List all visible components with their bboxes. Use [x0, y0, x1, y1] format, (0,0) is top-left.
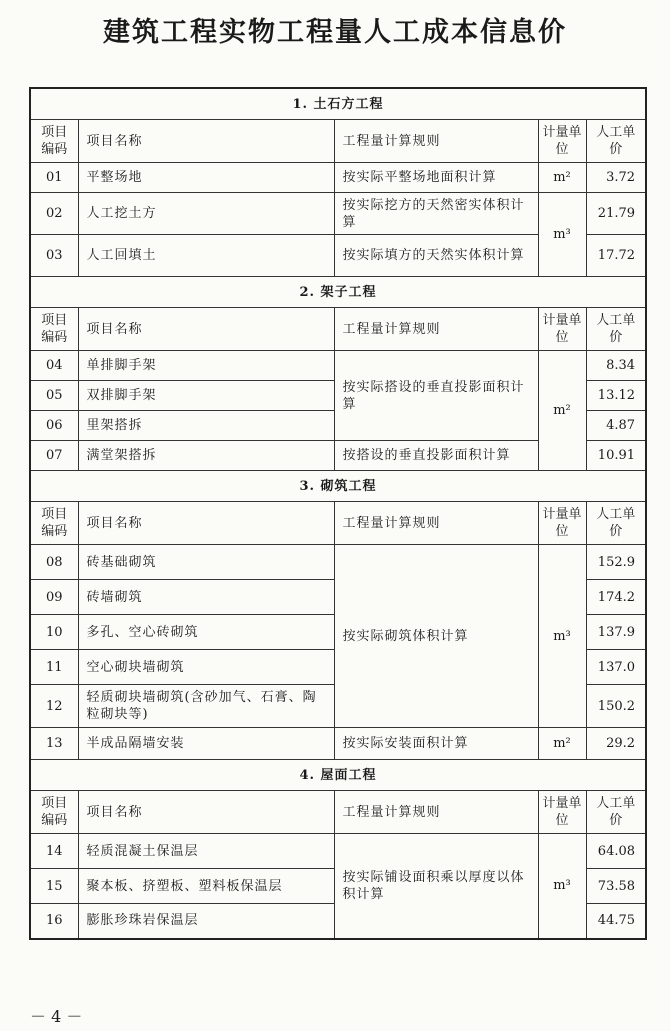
item-code: 05	[30, 381, 78, 411]
item-code: 04	[30, 351, 78, 381]
item-code: 03	[30, 235, 78, 277]
item-unit: m²	[538, 351, 586, 471]
section-header	[30, 471, 646, 502]
item-name: 满堂架搭拆	[78, 441, 334, 471]
item-rule: 按搭设的垂直投影面积计算	[334, 441, 538, 471]
header-code: 项目编码	[30, 120, 78, 163]
header-price: 人工单价	[586, 308, 646, 351]
table-row	[30, 351, 646, 381]
item-price: 137.0	[586, 650, 646, 685]
item-unit: m³	[538, 193, 586, 277]
item-rule: 按实际平整场地面积计算	[334, 163, 538, 193]
page-title: 建筑工程实物工程量人工成本信息价	[103, 17, 567, 48]
header-unit: 计量单位	[538, 791, 586, 834]
section-title: 1. 土石方工程	[30, 88, 646, 120]
section-header	[30, 760, 646, 791]
cost-table	[29, 87, 647, 940]
item-code: 11	[30, 650, 78, 685]
header-rule: 工程量计算规则	[334, 502, 538, 545]
item-name: 空心砌块墙砌筑	[78, 650, 334, 685]
table-header-row	[30, 308, 646, 351]
section-title: 3. 砌筑工程	[30, 471, 646, 502]
table-row	[30, 834, 646, 869]
item-code: 01	[30, 163, 78, 193]
item-unit: m²	[538, 163, 586, 193]
table-header-row	[30, 502, 646, 545]
item-price: 4.87	[586, 411, 646, 441]
table-header-row	[30, 120, 646, 163]
item-name: 砖墙砌筑	[78, 580, 334, 615]
item-code: 07	[30, 441, 78, 471]
item-price: 137.9	[586, 615, 646, 650]
item-name: 半成品隔墙安装	[78, 728, 334, 760]
item-unit: m³	[538, 545, 586, 728]
item-name: 轻质混凝土保温层	[78, 834, 334, 869]
item-price: 17.72	[586, 235, 646, 277]
item-unit: m²	[538, 728, 586, 760]
item-price: 152.9	[586, 545, 646, 580]
item-price: 29.2	[586, 728, 646, 760]
section-header	[30, 277, 646, 308]
item-rule: 按实际铺设面积乘以厚度以体积计算	[334, 834, 538, 939]
item-code: 16	[30, 904, 78, 939]
header-rule: 工程量计算规则	[334, 791, 538, 834]
table-row	[30, 545, 646, 580]
header-name: 项目名称	[78, 791, 334, 834]
section-header	[30, 88, 646, 120]
header-price: 人工单价	[586, 791, 646, 834]
item-rule: 按实际安装面积计算	[334, 728, 538, 760]
item-name: 膨胀珍珠岩保温层	[78, 904, 334, 939]
item-code: 12	[30, 685, 78, 728]
table-header-row	[30, 791, 646, 834]
table-row	[30, 163, 646, 193]
item-name: 平整场地	[78, 163, 334, 193]
item-name: 人工挖土方	[78, 193, 334, 235]
section-title: 2. 架子工程	[30, 277, 646, 308]
item-name: 单排脚手架	[78, 351, 334, 381]
header-name: 项目名称	[78, 308, 334, 351]
item-code: 10	[30, 615, 78, 650]
header-unit: 计量单位	[538, 120, 586, 163]
item-code: 09	[30, 580, 78, 615]
item-price: 3.72	[586, 163, 646, 193]
item-rule: 按实际挖方的天然密实体积计算	[334, 193, 538, 235]
header-unit: 计量单位	[538, 308, 586, 351]
item-price: 73.58	[586, 869, 646, 904]
item-code: 08	[30, 545, 78, 580]
item-price: 150.2	[586, 685, 646, 728]
item-code: 02	[30, 193, 78, 235]
item-name: 轻质砌块墙砌筑(含砂加气、石膏、陶粒砌块等)	[78, 685, 334, 728]
item-code: 06	[30, 411, 78, 441]
item-name: 多孔、空心砖砌筑	[78, 615, 334, 650]
item-rule: 按实际搭设的垂直投影面积计算	[334, 351, 538, 441]
item-price: 21.79	[586, 193, 646, 235]
item-code: 13	[30, 728, 78, 760]
header-code: 项目编码	[30, 502, 78, 545]
item-name: 聚本板、挤塑板、塑料板保温层	[78, 869, 334, 904]
item-name: 双排脚手架	[78, 381, 334, 411]
item-price: 174.2	[586, 580, 646, 615]
item-code: 14	[30, 834, 78, 869]
item-price: 10.91	[586, 441, 646, 471]
item-price: 8.34	[586, 351, 646, 381]
item-unit: m³	[538, 834, 586, 939]
section-title: 4. 屋面工程	[30, 760, 646, 791]
item-rule: 按实际填方的天然实体积计算	[334, 235, 538, 277]
header-price: 人工单价	[586, 502, 646, 545]
header-name: 项目名称	[78, 120, 334, 163]
page-number: － 4 －	[30, 1007, 83, 1026]
header-price: 人工单价	[586, 120, 646, 163]
header-rule: 工程量计算规则	[334, 308, 538, 351]
header-code: 项目编码	[30, 791, 78, 834]
item-name: 砖基础砌筑	[78, 545, 334, 580]
item-code: 15	[30, 869, 78, 904]
header-unit: 计量单位	[538, 502, 586, 545]
item-price: 44.75	[586, 904, 646, 939]
header-name: 项目名称	[78, 502, 334, 545]
table-row	[30, 728, 646, 760]
header-rule: 工程量计算规则	[334, 120, 538, 163]
item-price: 64.08	[586, 834, 646, 869]
item-name: 里架搭拆	[78, 411, 334, 441]
item-name: 人工回填土	[78, 235, 334, 277]
header-code: 项目编码	[30, 308, 78, 351]
item-rule: 按实际砌筑体积计算	[334, 545, 538, 728]
item-price: 13.12	[586, 381, 646, 411]
table-row	[30, 193, 646, 235]
